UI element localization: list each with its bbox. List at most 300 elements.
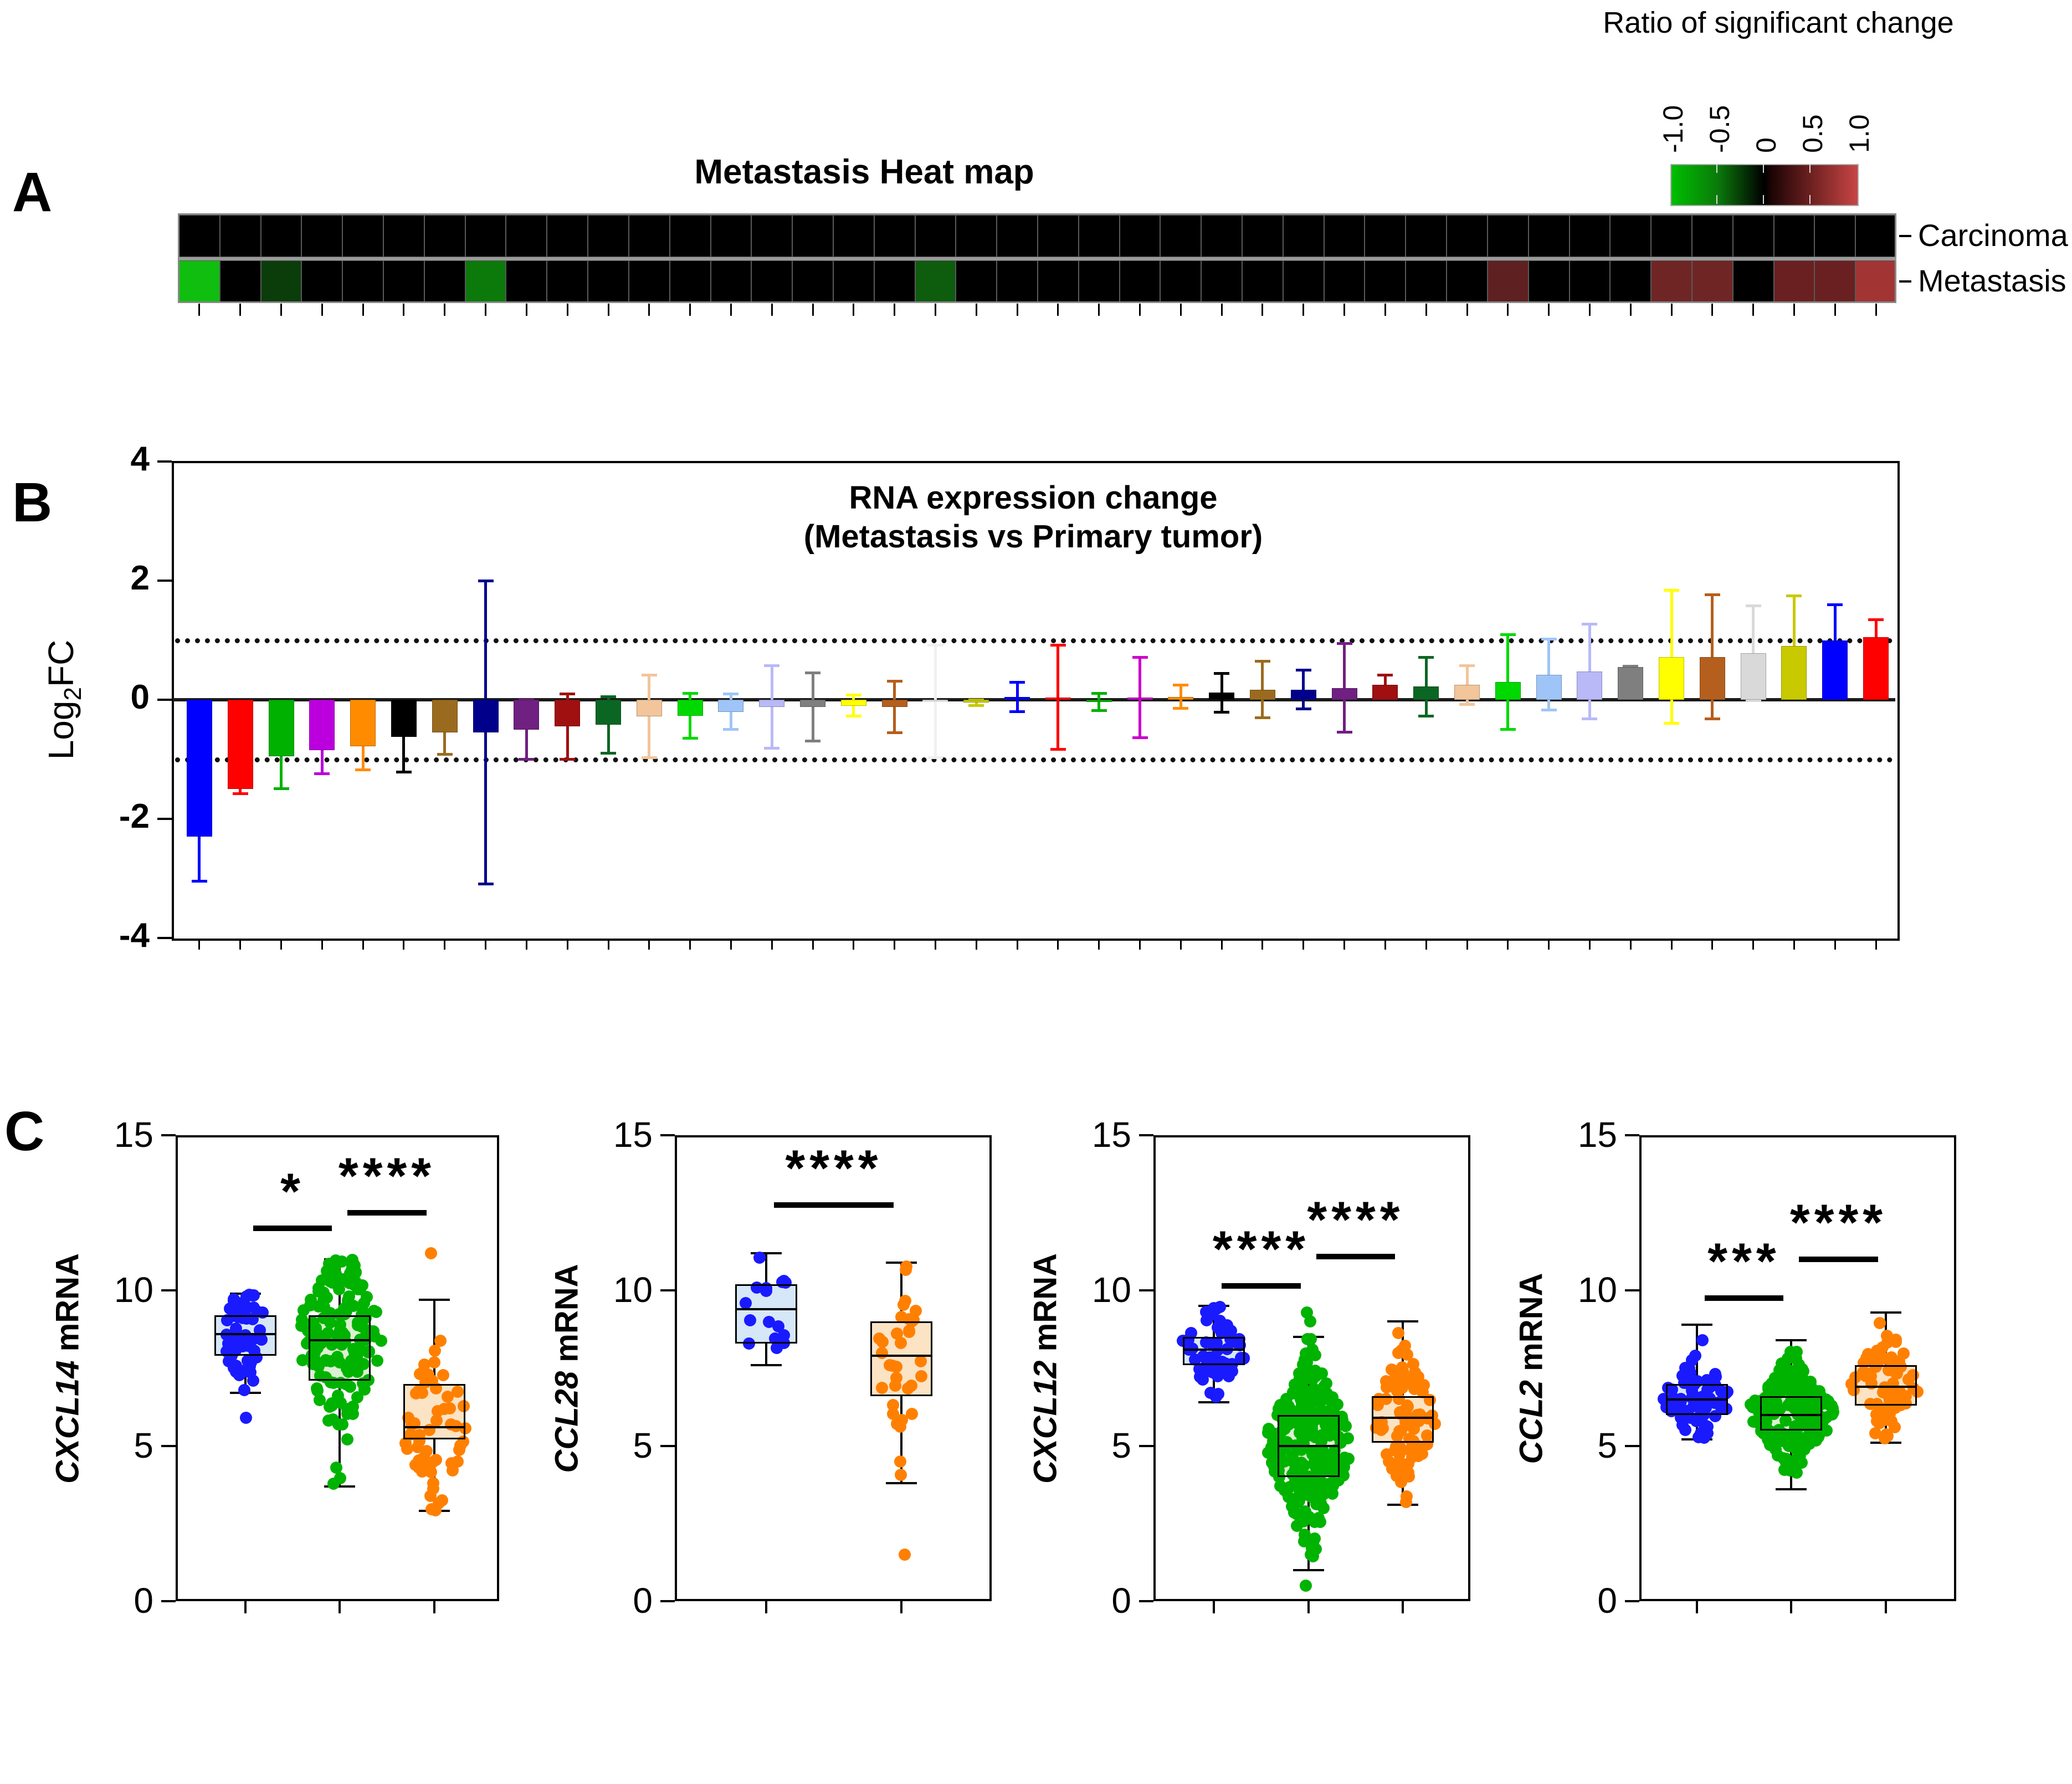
bar-error-line: [648, 675, 650, 758]
bar: [922, 700, 948, 701]
heatmap-gene-tick: [608, 304, 609, 316]
bar-error-cap: [1418, 656, 1434, 659]
box-median-line: [1666, 1398, 1728, 1401]
significance-line: [1799, 1257, 1878, 1262]
bar-error-cap: [1459, 664, 1475, 667]
boxplot-y-tick-label: 5: [1597, 1425, 1617, 1465]
boxplot-y-tick: [660, 1600, 675, 1602]
significance-label: ****: [1789, 1195, 1888, 1252]
bar-error-cap: [1214, 711, 1229, 714]
boxplot-y-tick: [660, 1289, 675, 1291]
boxplot-ylabel-gene: CXCL12: [1027, 1360, 1064, 1484]
data-dot: [1338, 1452, 1351, 1464]
boxplot-y-tick: [660, 1134, 675, 1136]
bar-error-cap: [1296, 669, 1311, 671]
bar-error-cap: [1500, 633, 1516, 636]
bar-x-tick: [362, 939, 364, 950]
bar-x-tick: [1875, 939, 1877, 950]
data-dot: [895, 1469, 907, 1481]
data-dot: [427, 1477, 439, 1489]
significance-label: ****: [785, 1140, 883, 1197]
data-dot: [1321, 1387, 1333, 1399]
boxplot-y-tick-label: 0: [1111, 1581, 1131, 1621]
box-median-line: [870, 1355, 932, 1357]
bar-x-tick: [280, 939, 282, 950]
bar-error-cap: [437, 753, 453, 756]
data-dot: [1340, 1420, 1352, 1432]
bar-error-line: [812, 673, 814, 742]
bar: [1086, 700, 1112, 702]
ylabel-sub2: 2: [59, 687, 86, 701]
legend-bar-tick: [1763, 164, 1764, 173]
bar: [432, 700, 458, 732]
bar-error-cap: [683, 737, 698, 740]
boxplot-x-tick: [339, 1601, 341, 1613]
data-dot: [906, 1408, 918, 1420]
bar-error-cap: [1337, 642, 1352, 645]
bar-error-cap: [642, 674, 657, 676]
bar-x-tick: [1793, 939, 1795, 950]
bar-x-tick: [730, 939, 732, 950]
bar-x-tick: [1548, 939, 1550, 950]
bar: [1577, 671, 1602, 700]
legend-bar-tick: [1809, 195, 1811, 204]
bar-error-cap: [1827, 603, 1843, 606]
box-whisker-cap: [1681, 1324, 1712, 1326]
bar-x-tick: [1098, 939, 1100, 950]
significance-label: ****: [1307, 1191, 1404, 1248]
data-dot: [1391, 1470, 1403, 1482]
box-median-line: [1183, 1349, 1245, 1351]
data-dot: [437, 1369, 449, 1381]
heatmap-gene-tick: [853, 304, 854, 316]
heatmap-gene-tick: [1793, 304, 1795, 316]
bar-error-cap: [1500, 728, 1516, 731]
data-dot: [894, 1421, 906, 1433]
box-median-line: [1855, 1386, 1917, 1388]
bar-error-cap: [887, 680, 902, 683]
bar-error-line: [893, 681, 896, 734]
box-median-line: [1278, 1445, 1340, 1447]
bar: [637, 700, 662, 716]
boxplot-x-tick: [1885, 1601, 1887, 1613]
bar-error-cap: [1705, 593, 1720, 596]
data-dot: [324, 1401, 336, 1413]
bar-error-line: [484, 581, 487, 884]
bar: [1127, 698, 1153, 700]
data-dot: [341, 1433, 353, 1445]
bar: [678, 700, 703, 716]
heatmap-gene-tick: [1139, 304, 1141, 316]
bar-error-cap: [560, 758, 575, 761]
legend-tick-label: 1.0: [1844, 114, 1875, 153]
bar-error-cap: [1050, 644, 1066, 647]
bar-x-tick: [608, 939, 609, 950]
boxplot-ylabel-suffix: mRNA: [49, 1253, 86, 1361]
bar-x-tick: [1221, 939, 1223, 950]
legend-tick-label: -1.0: [1658, 105, 1689, 153]
bar: [1372, 685, 1398, 700]
bar-error-cap: [1746, 604, 1761, 607]
bar-error-cap: [519, 758, 534, 761]
bar-x-tick: [976, 939, 977, 950]
data-dot: [327, 1478, 340, 1490]
bar-error-cap: [1541, 709, 1557, 711]
boxplot-y-tick-label: 10: [1091, 1270, 1131, 1310]
heatmap-row-tick: [1899, 235, 1911, 237]
bar-y-tick-label: 2: [130, 559, 150, 597]
bar-x-tick: [771, 939, 773, 950]
bar-y-tick: [157, 699, 172, 701]
bar: [1209, 693, 1234, 700]
bar: [759, 700, 784, 707]
bar-error-cap: [764, 747, 779, 750]
heatmap-row-label: Metastasis: [1918, 263, 2066, 298]
bar-error-cap: [233, 792, 248, 795]
bar: [1168, 697, 1193, 700]
heatmap-gene-tick: [1507, 304, 1509, 316]
bar-y-tick: [157, 460, 172, 463]
significance-line: [1705, 1295, 1783, 1301]
panel-c-letter: C: [4, 1100, 45, 1162]
data-dot: [371, 1355, 383, 1367]
bar-x-tick: [485, 939, 486, 950]
data-dot: [1396, 1344, 1408, 1356]
legend-gradient-bar: [1670, 164, 1859, 206]
data-dot: [1392, 1327, 1404, 1339]
box-whisker-cap: [886, 1482, 917, 1484]
significance-label: ***: [1707, 1233, 1781, 1290]
bar-x-tick: [239, 939, 241, 950]
bar-y-tick-label: -4: [119, 916, 150, 955]
boxplot-y-tick: [660, 1445, 675, 1447]
heatmap-gene-tick: [976, 304, 977, 316]
box-border: [1183, 1337, 1245, 1365]
data-dot: [338, 1303, 350, 1315]
box-border: [1372, 1396, 1434, 1443]
bar-x-tick: [1671, 939, 1673, 950]
bar-error-cap: [1664, 722, 1679, 725]
bar-error-cap: [1091, 692, 1107, 695]
significance-label: *: [280, 1163, 305, 1221]
data-dot: [322, 1269, 335, 1281]
bar-error-cap: [1050, 748, 1066, 751]
boxplot-y-tick: [1139, 1445, 1153, 1447]
boxplot-ylabel-suffix: mRNA: [548, 1264, 585, 1371]
boxplot-x-tick: [765, 1601, 767, 1613]
bar-error-cap: [478, 580, 494, 582]
data-dot: [345, 1266, 357, 1278]
bar-error-cap: [805, 671, 820, 674]
heatmap-gene-tick: [771, 304, 773, 316]
bar-x-tick: [1630, 939, 1632, 950]
data-dot: [753, 1252, 766, 1264]
bar: [1291, 690, 1316, 700]
bar: [350, 700, 376, 746]
boxplot-y-axis-label: [1027, 1253, 1064, 1484]
box-whisker-cap: [419, 1299, 450, 1301]
bar-x-tick: [648, 939, 650, 950]
data-dot: [1881, 1330, 1893, 1342]
boxplot-x-tick: [1213, 1601, 1215, 1613]
ylabel-fc: FC: [41, 639, 81, 688]
legend-tick-label: 0: [1751, 137, 1782, 153]
bar: [555, 700, 580, 726]
box-whisker-cap: [1293, 1569, 1324, 1571]
bar-x-tick: [853, 939, 854, 950]
data-dot: [1773, 1364, 1786, 1376]
data-dot: [1879, 1414, 1891, 1426]
boxplot-x-tick: [244, 1601, 247, 1613]
boxplot-y-tick-label: 0: [633, 1581, 653, 1621]
box-median-line: [214, 1333, 276, 1335]
bar-error-line: [1097, 693, 1100, 711]
bar: [882, 700, 907, 707]
boxplot-x-tick: [433, 1601, 435, 1613]
data-dot: [243, 1289, 255, 1301]
bar-error-cap: [642, 756, 657, 759]
bar-x-tick: [1057, 939, 1059, 950]
box-border: [214, 1315, 276, 1356]
data-dot: [1794, 1370, 1806, 1382]
data-dot: [1207, 1366, 1219, 1378]
bar-error-cap: [846, 694, 861, 696]
bar-error-cap: [1664, 589, 1679, 592]
boxplot-ylabel-gene: CXCL14: [49, 1360, 86, 1484]
box-median-line: [403, 1426, 465, 1428]
heatmap-gene-tick: [526, 304, 527, 316]
bar: [1454, 685, 1480, 700]
bar-error-cap: [1541, 638, 1557, 640]
bar-x-tick: [1139, 939, 1141, 950]
boxplot-y-axis-label: [548, 1264, 586, 1473]
bar-error-cap: [1868, 618, 1884, 621]
bar-error-cap: [1173, 684, 1188, 686]
bar-error-cap: [478, 883, 494, 885]
data-dot: [296, 1354, 309, 1366]
bar: [269, 700, 294, 756]
bar-chart-title-line1: RNA expression change: [849, 480, 1218, 516]
significance-label: ****: [1212, 1221, 1310, 1278]
heatmap-gene-tick: [730, 304, 732, 316]
bar-error-cap: [1255, 716, 1270, 719]
bar-error-cap: [355, 768, 371, 771]
box-border: [403, 1384, 465, 1440]
bar-error-cap: [723, 728, 738, 731]
bar-x-tick: [526, 939, 527, 950]
box-whisker-cap: [1870, 1311, 1901, 1314]
data-dot: [330, 1462, 342, 1474]
data-dot: [358, 1297, 370, 1309]
heatmap-gene-tick: [894, 304, 895, 316]
boxplot-y-axis-label: [1513, 1273, 1550, 1464]
significance-line: [1222, 1283, 1301, 1289]
bar: [1332, 688, 1357, 700]
boxplot-y-tick: [1139, 1600, 1153, 1602]
data-dot: [240, 1301, 253, 1313]
box-median-line: [1760, 1414, 1822, 1416]
boxplot-y-tick-label: 10: [114, 1270, 153, 1310]
bar-y-tick: [157, 818, 172, 820]
heatmap-gene-tick: [1302, 304, 1304, 316]
bar-x-tick: [894, 939, 895, 950]
boxplot-y-tick-label: 5: [134, 1425, 153, 1465]
bar-error-line: [934, 645, 937, 758]
data-dot: [418, 1365, 430, 1377]
data-dot: [1402, 1467, 1414, 1479]
box-whisker-cap: [751, 1364, 782, 1366]
heatmap-gene-tick: [362, 304, 364, 316]
bar-y-tick-label: 4: [130, 440, 150, 478]
data-dot: [1286, 1500, 1298, 1513]
heatmap-gene-tick: [239, 304, 241, 316]
bar: [800, 700, 825, 707]
bar: [1250, 690, 1275, 700]
bar-error-cap: [1377, 674, 1393, 676]
data-dot: [1860, 1352, 1873, 1364]
bar-x-tick: [1589, 939, 1591, 950]
bar-error-cap: [1337, 731, 1352, 734]
boxplot-x-tick: [900, 1601, 902, 1613]
bar-x-tick: [1507, 939, 1509, 950]
boxplot-x-tick: [1696, 1601, 1698, 1613]
bar-x-tick: [812, 939, 814, 950]
bar: [514, 700, 539, 730]
bar: [1618, 667, 1643, 700]
data-dot: [894, 1455, 906, 1468]
bar-y-tick: [157, 580, 172, 582]
bar-error-cap: [927, 756, 943, 759]
bar-error-cap: [1132, 736, 1148, 739]
bar: [1413, 686, 1439, 700]
heatmap-gene-tick: [198, 304, 200, 316]
data-dot: [230, 1360, 242, 1372]
bar: [1822, 640, 1848, 700]
heatmap-gene-tick: [403, 304, 404, 316]
data-dot: [1790, 1352, 1802, 1365]
boxplot-x-tick: [1402, 1601, 1404, 1613]
data-dot: [900, 1264, 912, 1276]
bar-error-cap: [1009, 681, 1025, 684]
heatmap-row-label: Carcinoma: [1918, 218, 2068, 253]
legend-bar-tick: [1809, 164, 1811, 173]
heatmap-gene-tick: [1180, 304, 1182, 316]
bar-error-line: [771, 665, 773, 749]
significance-label: ****: [338, 1148, 436, 1205]
legend-tick-label: -0.5: [1704, 105, 1735, 153]
significance-line: [253, 1226, 332, 1231]
bar-error-cap: [192, 880, 207, 883]
data-dot: [245, 1356, 257, 1368]
boxplot-y-tick: [1625, 1600, 1639, 1602]
bar-error-cap: [1418, 715, 1434, 717]
bar-x-tick: [1752, 939, 1754, 950]
heatmap-gene-tick: [1261, 304, 1263, 316]
data-dot: [336, 1418, 348, 1431]
heatmap-gene-tick: [280, 304, 282, 316]
bar-error-cap: [396, 771, 412, 773]
bar-error-cap: [846, 715, 861, 717]
boxplot-y-tick: [161, 1134, 176, 1136]
bar: [1659, 657, 1684, 700]
bar-error-cap: [1255, 660, 1270, 663]
data-dot: [1204, 1387, 1217, 1399]
bar-error-cap: [1705, 717, 1720, 720]
bar-y-tick-label: 0: [130, 678, 150, 716]
bar: [1004, 697, 1030, 700]
legend-title: Ratio of significant change: [1603, 6, 1954, 39]
bar-x-tick: [1425, 939, 1427, 950]
bar: [718, 700, 743, 712]
bar: [841, 700, 866, 706]
box-border: [735, 1284, 797, 1344]
boxplot-y-tick-label: 5: [1111, 1425, 1131, 1465]
bar-x-tick: [935, 939, 936, 950]
bar-x-tick: [444, 939, 445, 950]
heatmap-gene-tick: [1711, 304, 1713, 316]
significance-line: [347, 1210, 427, 1216]
heatmap-gene-tick: [321, 304, 323, 316]
boxplot-y-tick: [1625, 1289, 1639, 1291]
box-median-line: [735, 1308, 797, 1310]
legend-bar-tick: [1763, 195, 1764, 204]
bar-x-tick: [1017, 939, 1018, 950]
boxplot-y-tick: [161, 1600, 176, 1602]
boxplot-y-tick: [1139, 1289, 1153, 1291]
data-dot: [354, 1283, 366, 1295]
bar-error-cap: [601, 752, 616, 755]
bar-error-cap: [683, 692, 698, 695]
boxplot-y-tick: [161, 1289, 176, 1291]
heatmap-gene-tick: [1221, 304, 1223, 316]
bar-error-cap: [1173, 707, 1188, 710]
data-dot: [1696, 1334, 1709, 1346]
bar-x-tick: [1302, 939, 1304, 950]
bar-x-tick: [198, 939, 200, 950]
bar: [309, 700, 335, 750]
boxplot-ylabel-gene: CCL2: [1513, 1380, 1550, 1464]
panel-a-letter: A: [12, 161, 53, 223]
heatmap-gene-tick: [812, 304, 814, 316]
bar: [1495, 682, 1521, 700]
data-dot: [1297, 1373, 1310, 1386]
boxplot-y-tick-label: 15: [114, 1114, 153, 1155]
bar: [1700, 657, 1725, 700]
bar: [963, 700, 989, 703]
bar-error-cap: [887, 731, 902, 734]
data-dot: [1326, 1488, 1338, 1500]
bar-error-cap: [1786, 594, 1802, 597]
bar-x-tick: [1711, 939, 1713, 950]
bar-error-cap: [1132, 656, 1148, 659]
boxplot-x-tick: [1307, 1601, 1310, 1613]
bar-x-tick: [1261, 939, 1263, 950]
data-dot: [1789, 1439, 1802, 1452]
boxplot-y-tick: [1625, 1134, 1639, 1136]
box-border: [870, 1321, 932, 1396]
bar: [1536, 675, 1562, 700]
bar-error-cap: [723, 693, 738, 695]
data-dot: [1695, 1428, 1707, 1440]
bar-y-tick-label: -2: [119, 797, 150, 835]
bar: [391, 700, 417, 737]
data-dot: [311, 1382, 323, 1395]
bar-x-tick: [1384, 939, 1386, 950]
box-median-line: [309, 1339, 371, 1341]
data-dot: [1409, 1366, 1421, 1378]
panel-b-letter: B: [12, 471, 53, 534]
heatmap-row-divider: [179, 257, 1896, 260]
